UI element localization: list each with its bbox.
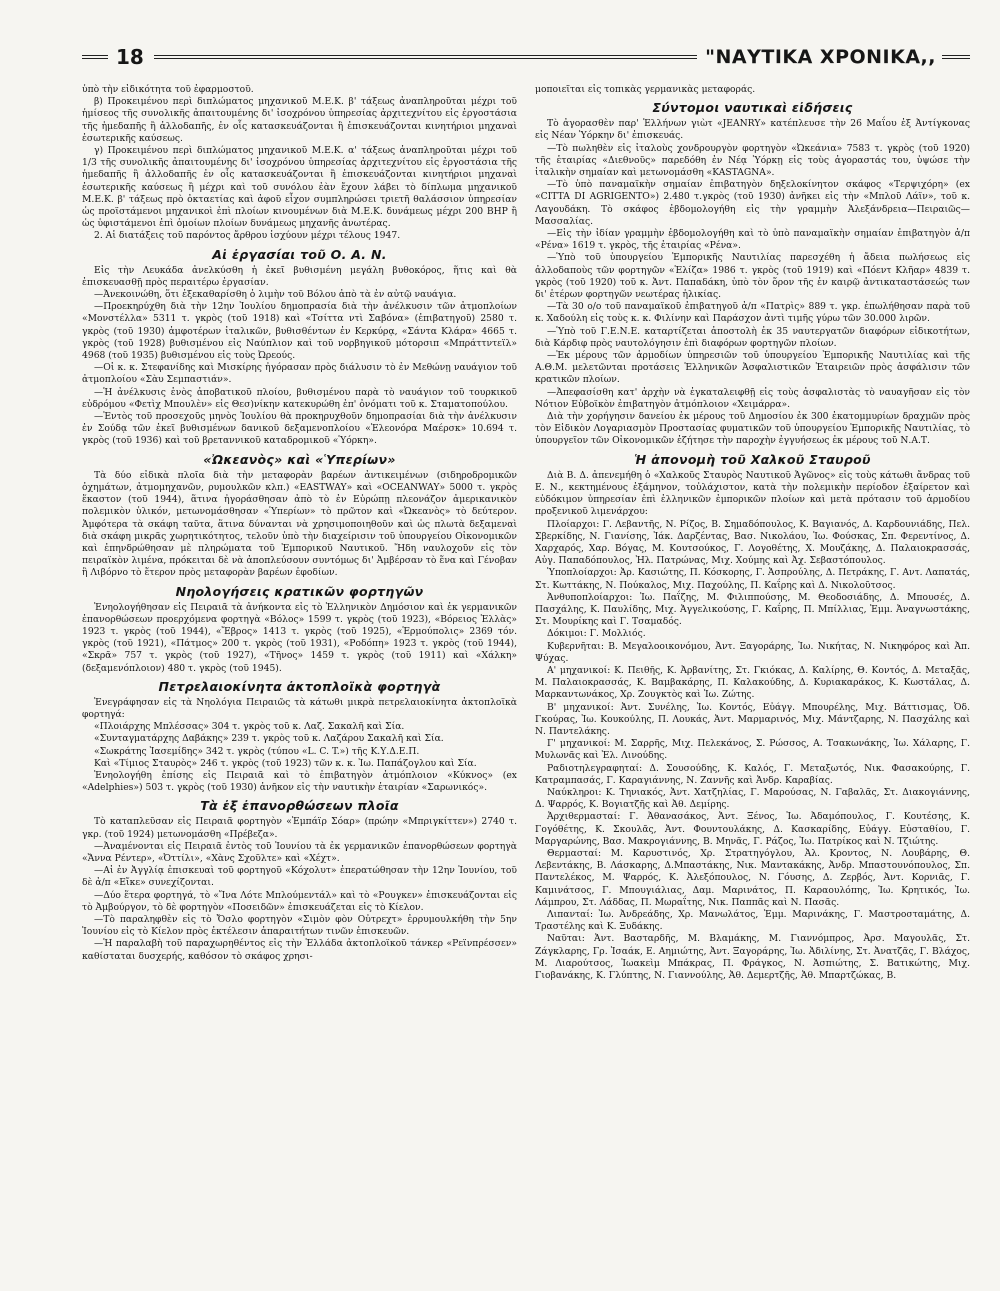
paragraph: —Ἡ παραλαβὴ τοῦ παραχωρηθέντος εἰς τὴν Ἑλλάδα ἀκτοπλοϊκοῦ τάνκερ «Ρεϊνπρέσσεν» καθίσταται δυσχερής, καθόσον τὸ σκάφος χρησι- [82, 938, 517, 962]
paragraph: «Πλοιάρχης Μπλέσσας» 304 τ. γκρὸς τοῦ κ. Λαζ. Σακαλῆ καὶ Σία. [94, 721, 405, 733]
header-rule-left [82, 55, 108, 59]
paragraph: —Δύο ἕτερα φορτηγά, τὸ «Ἴνα Λότε Μπλούμεντάλ» καὶ τὸ «Ρουγκεν» ἐπισκευάζονται εἰς τὸ Ἀμβούργον, τὸ δὲ φορτηγὸν «Ποσειδῶν» ἐπισκευάζεται εἰς τὸ Κίελον. [82, 889, 517, 913]
paragraph: Ραδιοτηλεγραφηταί: Δ. Σουσούδης, Κ. Καλός, Γ. Μεταξωτός, Νικ. Φασακούρης, Γ. Κατραμπασάς, Γ. Καραγιάννης, Ν. Ζαννῆς καὶ Ἀνδρ. Καραβίας. [535, 762, 970, 786]
section-heading: Πετρελαιοκίνητα ἀκτοπλοϊκὰ φορτηγὰ [158, 678, 441, 694]
page-number: 18 [116, 45, 144, 69]
paragraph: β) Προκειμένου περὶ διπλώματος μηχανικοῦ Μ.Ε.Κ. β' τάξεως ἀναπληροῦται μέχρι τοῦ ἡμίσεος τῆς συνολικῆς ἀπαιτουμένης δι' ἰσοχρόνου ὑπηρεσίας ἀρχιτεχνίτου εἰς ἐργοστάσια τῆς ἡμεδαπῆς ἢ ἀλλοδαπῆς, ἐν οἷς κατασκευάζονται ἢ ἐπισκευάζονται κινητήριοι μηχαναὶ ἐσωτερικῆς καύσεως. [82, 96, 517, 144]
paragraph: «Συνταγματάρχης Δαβάκης» 239 τ. γκρὸς τοῦ κ. Λαζάρου Σακαλῆ καὶ Σία. [94, 733, 444, 745]
section-heading: Νηολογήσεις κρατικῶν φορτηγῶν [175, 583, 424, 599]
paragraph: Λιπανταί: Ἰω. Ἀνδρεάδης, Χρ. Μανωλάτος, Ἐμμ. Μαρινάκης, Γ. Μαστροσταμάτης, Δ. Τραστέλης καὶ Κ. Ξυδάκης. [535, 909, 970, 933]
paragraph: Ἀνθυποπλοίαρχοι: Ἰω. Παΐζης, Μ. Φιλιππούσης, Μ. Θεοδοσιάδης, Δ. Μπουσές, Δ. Πασχάλης, Κ. Παυλίδης, Μιχ. Ἀγγελικούσης, Γ. Καΐρης, Π. Μπίλλιας, Ἐμμ. Ἀναγνωστάκης, Στ. Μουρίκης καὶ Γ. Τσαμαδός. [535, 591, 970, 628]
paragraph: Κυβερνῆται: Β. Μεγαλοοικονόμου, Ἀντ. Ξαγοράρης, Ἰω. Νικήτας, Ν. Νικηφόρος καὶ Ἀπ. Ψύχας. [535, 640, 970, 664]
paragraph: —Ἀπεφασίσθη κατ' ἀρχὴν νὰ ἐγκαταλειφθῇ εἰς τοὺς ἀσφαλιστὰς τὸ ναυαγῆσαν εἰς τὸν Νότιον Εὐβοϊκὸν ἐπιβατηγὸν ἀτμόπλοιον «Χειμάρρα». [535, 386, 970, 410]
paragraph: Θερμασταί: Μ. Καρυστινός, Χρ. Στρατηγόγλου, Ἀλ. Κροντος, Ν. Λουβάρης, Θ. Λεβεντάκης, Β. Λάσκαρης, Δ.Μπαστάκης, Νικ. Μαντακάκης, Ἀνδρ. Μπαστουνόπουλος, Σπ. Παντελέκος, Μ. Ψαρρός, Κ. Ἀλεξόπουλος, Ν. Γόυσης, Δ. Ζερβός, Ἀντ. Κορνιᾶς, Γ. Καμινάτσος, Γ. Μπουγιάλιας, Δαμ. Μαρινάτος, Π. Καραουλόπης, Ἰω. Κρητικός, Ἰω. Λάμπρου, Στ. Λάδδας, Π. Μωραΐτης, Νικ. Παππᾶς καὶ Ν. Πασᾶς. [535, 847, 970, 908]
paragraph: —Τὸ παραληφθὲν εἰς τὸ Ὄσλο φορτηγὸν «Σιμὸν φὸν Οὐτρεχτ» ἐρρυμουλκήθη τὴν 5ην Ἰουνίου εἰς τὸ Κίελον πρὸς ἐκτέλεσιν ἀπαραιτήτων τινῶν ἐπισκευῶν. [82, 913, 517, 938]
paragraph: —Τὰ 30 ο/ο τοῦ παναμαϊκοῦ ἐπιβατηγοῦ ἀ/π «Πατρὶς» 889 τ. γκρ. ἐπωλήθησαν παρὰ τοῦ κ. Χαδούλη εἰς τοὺς κ. κ. Φιλίνην καὶ Παράσχον ἀντὶ τιμῆς γύρω τῶν 30.000 λιρῶν. [535, 301, 970, 325]
journal-name: "ΝΑΥΤΙΚΑ ΧΡΟΝΙΚΑ,, [705, 46, 936, 68]
right-column [535, 84, 970, 1272]
paragraph: —Οἱ κ. κ. Στεφανίδης καὶ Μισκίρης ἠγόρασαν πρὸς διάλυσιν τὸ ἐν Μεθώνῃ ναυάγιον τοῦ ἀτμοπλοίου «Σὰυ Σεμπαστιάν». [82, 362, 517, 386]
paragraph: Β' μηχανικοί: Ἀντ. Συνέλης, Ἰω. Κοντός, Εὐάγγ. Μπουρέλης, Μιχ. Βάττισμας, Ὀδ. Γκούρας, Ἰω. Κουκούλης, Π. Λουκάς, Ἀντ. Μαρμαρινός, Μιχ. Μάντζαρης, Ν. Πασχάλης καὶ Ν. Παντελάκης. [535, 701, 970, 737]
paragraph: Ναῦται: Ἀντ. Βασταρδῆς, Μ. Βλαμάκης, Μ. Γιαννόμπρος, Ἀρσ. Μαγουλᾶς, Στ. Ζάγκλαρης, Γρ. Ἰσαάκ, Ε. Αημιώτης, Ἀντ. Ξαγοράρης, Ἰω. Ἀδιλίνης, Στ. Ἀνατζᾶς, Γ. Βλάχος, Μ. Λιαρούτσος, Ἰωακεὶμ Μπάκρας, Π. Φράγκος, Ν. Ἀσπιώτης, Σ. Βατικώτης, Μιχ. Γιοβανάκης, Κ. Γλύπτης, Ν. Γιαννούλης, Ἀθ. Δεμερτζῆς, Ἀθ. Μπαρτζώκας, Β. [535, 933, 970, 982]
paragraph: Καὶ «Τίμιος Σταυρὸς» 246 τ. γκρὸς (τοῦ 1923) τῶν κ. κ. Ἰω. Παπάζογλου καὶ Σία. [94, 757, 477, 769]
paragraph: Δόκιμοι: Γ. Μολλιός. [547, 628, 646, 640]
section-heading: Ἡ ἀπονομὴ τοῦ Χαλκοῦ Σταυροῦ [634, 451, 871, 467]
paragraph: Ἐνεγράφησαν εἰς τὰ Νηολόγια Πειραιῶς τὰ κάτωθι μικρὰ πετρελαιοκίνητα ἀκτοπλοϊκὰ φορτηγά: [82, 696, 517, 720]
paragraph: 2. Αἱ διατάξεις τοῦ παρόντος ἄρθρου ἰσχύουν μέχρι τέλους 1947. [94, 230, 401, 242]
paragraph: Ἀρχιθερμασταί: Γ. Ἀθανασάκος, Ἀντ. Ξένος, Ἰω. Ἀδαμόπουλος, Γ. Κουτέσης, Κ. Γογόθέτης, Κ. Σκουλᾶς, Ἀντ. Φουντουλάκης, Δ. Κασκαρίδης, Εὐάγγ. Εὐσταθίου, Γ. Μαργαρώνης, Βασ. Μακρογιάννης, Β. Μηνᾶς, Γ. Ράζος, Ἰω. Πατρίκος καὶ Ν. Τζιώτης. [535, 811, 970, 847]
paragraph: —Ἡ ἀνέλκυσις ἑνὸς ἀποβατικοῦ πλοίου, βυθισμένου παρὰ τὸ ναυάγιον τοῦ τουρκικοῦ εὐδρόμου «Φετὶχ Μπουλὲν» εἰς Θεσ)νίκην κατεκυρώθη ἐπ' ὀνόματι τοῦ κ. Σταματοπούλου. [82, 386, 517, 410]
running-header [82, 44, 970, 70]
paragraph: —Ὑπὸ τοῦ ὑπουργείου Ἐμπορικῆς Ναυτιλίας παρεσχέθη ἡ ἄδεια πωλήσεως εἰς ἀλλοδαποὺς τῶν φορτηγῶν «Ἑλίζα» 1986 τ. γκρὸς (τοῦ 1919) καὶ «Πόεντ Κλῆαρ» 4839 τ. γκρὸς (τοῦ 1920) τοῦ κ. Ἀντ. Παπαδάκη, ὑπὸ τὸν ὅρον τῆς ἐν καιρῷ ἀντικαταστάσεώς των δι' ἑτέρων φορτηγῶν νεωτέρας ἡλικίας. [535, 252, 970, 301]
paragraph: —Προεκηρύχθη διὰ τὴν 12ην Ἰουλίου δημοπρασία διὰ τὴν ἀνέλκυσιν τῶν ἀτμοπλοίων «Μονστέλλα» 5311 τ. γκρὸς (τοῦ 1918) καὶ «Τσίττα ντὶ Σαβόνα» (ἐπιβατηγοῦ) 2580 τ. γκρὸς (τοῦ 1930) ἀμφοτέρων ἰταλικῶν, βυθισθέντων ἐν Κερκύρᾳ, «Σάντα Κλάρα» 4665 τ. γκρὸς (τοῦ 1928) βυθισμένου εἰς Ναύπλιον καὶ τοῦ νορβηγικοῦ μότορσιπ «Μπράττντεϊλ» 4968 (τοῦ 1935) βυθισμένου εἰς τοὺς Ὠρεούς. [82, 301, 517, 362]
paragraph: Διὰ Β. Δ. ἀπενεμήθη ὁ «Χαλκοῦς Σταυρὸς Ναυτικοῦ Ἀγῶνος» εἰς τοὺς κάτωθι ἄνδρας τοῦ Ε. Ν., κεκτημένους ἑξάμηνον, τοὐλάχιστον, κατὰ τὴν πολεμικὴν περίοδον ἐξαίρετον καὶ εὐδόκιμον ὑπηρεσίαν ἐπὶ ἑλληνικῶν ἐμπορικῶν πλοίων καὶ μετὰ πρότασιν τοῦ ἁρμοδίου προξενικοῦ λιμενάρχου: [535, 469, 970, 518]
left-column [82, 84, 517, 1272]
paragraph: —Ἐντὸς τοῦ προσεχοῦς μηνὸς Ἰουλίου θὰ προκηρυχθοῦν δημοπρασίαι διὰ τὴν ἀνέλκυσιν ἐν Σούδᾳ τῶν ἐκεῖ βυθισμένων δανικοῦ δεξαμενοπλοίου «Ἐλεονόρα Μαέρσκ» 10.694 τ. γκρὸς (τοῦ 1936) καὶ τοῦ βρεταννικοῦ καταδρομικοῦ «Ὑόρκη». [82, 411, 517, 447]
paragraph: Τὸ καταπλεῦσαν εἰς Πειραιᾶ φορτηγὸν «Ἐμπάϊρ Σόαρ» (πρώην «Μπριγκίττεν») 2740 τ. γκρ. (τοῦ 1924) μετωνομάσθη «Πρέβεζα». [82, 816, 517, 840]
paragraph: Ἐνηολογήθη ἐπίσης εἰς Πειραιᾶ καὶ τὸ ἐπιβατηγὸν ἀτμόπλοιον «Κύκνος» (ex «Adelphies») 503 τ. γκρὸς (τοῦ 1930) ἀνῆκον εἰς τὴν ναυτικὴν ἑταιρίαν «Σαρωνικός». [82, 769, 517, 794]
section-heading: Σύντομοι ναυτικαὶ εἰδήσεις [652, 100, 853, 116]
paragraph: μοποιεῖται εἰς τοπικὰς γερμανικὰς μεταφοράς. [535, 84, 756, 95]
paragraph: —Αἱ ἐν Ἀγγλίᾳ ἐπισκευαὶ τοῦ φορτηγοῦ «Κόχολυτ» ἐπερατώθησαν τὴν 12ην Ἰουνίου, τοῦ δὲ ἀ/π «Εἴκε» συνεχίζονται. [82, 865, 517, 889]
paragraph: —Ἐκ μέρους τῶν ἁρμοδίων ὑπηρεσιῶν τοῦ ὑπουργείου Ἐμπορικῆς Ναυτιλίας καὶ τῆς Α.Θ.Μ. μελετῶνται προτάσεις Ἑλληνικῶν Ἀσφαλιστικῶν Ἑταιρειῶν πρὸς ἀσφάλισιν τῶν κρατικῶν πλοίων. [535, 350, 970, 386]
paragraph: Ἐνηολογήθησαν εἰς Πειραιᾶ τὰ ἀνήκοντα εἰς τὸ Ἑλληνικὸν Δημόσιον καὶ ἐκ γερμανικῶν ἐπανορθώσεων προερχόμενα φορτηγὰ «Βόλος» 1599 τ. γκρὸς (τοῦ 1923), «Βόρειος Ἑλλὰς» 1923 τ. γκρὸς (τοῦ 1944), «Ἔβρος» 1413 τ. γκρὸς (τοῦ 1925), «Ἑρμούπολις» 2369 τόν. γκρὸς (τοῦ 1921), «Πάτμος» 200 τ. γκρὸς (τοῦ 1931), «Ροδόπη» 1923 τ. γκρὸς (τοῦ 1944), «Σκρᾶ» 757 τ. γκρὸς (τοῦ 1927), «Τῆνος» 1459 τ. γκρὸς (τοῦ 1911) καὶ «Χάλκη» (δεξαμενόπλοιον) 480 τ. γκρὸς (τοῦ 1945). [82, 601, 517, 674]
paragraph: Τὸ ἀγορασθὲν παρ' Ἑλλήνων γιὼτ «JEANRY» κατέπλευσε τὴν 26 Μαΐου ἐξ Ἀντίγκονας εἰς Νέαν Ὑόρκην δι' ἐπισκευάς. [535, 118, 970, 142]
paragraph: Ναύκληροι: Κ. Τηνιακός, Ἀντ. Χατζηλίας, Γ. Μαρούσας, Ν. Γαβαλᾶς, Στ. Διακογιάννης, Δ. Ψαρρός, Κ. Βογιατζῆς καὶ Ἀθ. Δεμίρης. [535, 786, 970, 811]
section-heading: «Ὠκεανὸς» καὶ «Ὑπερίων» [203, 451, 396, 467]
paragraph: —Τὸ πωληθὲν εἰς ἰταλοὺς χονδρουργὸν φορτηγὸν «Ὠκεάνια» 7583 τ. γκρὸς (τοῦ 1920) τῆς ἑταιρίας «Διεθνοῦς» παρεδόθη ἐν Νέᾳ Ὑόρκῃ εἰς τοὺς ἀγοραστάς του, ὑψώσε τὴν ἰταλικὴν σημαίαν καὶ μετωνομάσθη «KASTAGNA». [535, 142, 970, 179]
paragraph: —Ἀναμένονται εἰς Πειραιᾶ ἐντὸς τοῦ Ἰουνίου τὰ ἐκ γερμανικῶν ἐπανορθώσεων φορτηγὰ «Ἄννα Ρέντερ», «Ὀττίλι», «Χὰνς Σχοῦλτε» καὶ «Χέχτ». [82, 840, 517, 864]
header-rule-right [942, 55, 970, 59]
section-heading: Αἱ ἐργασίαι τοῦ Ο. Α. Ν. [212, 246, 387, 262]
paragraph: «Σωκράτης Ἰασεμίδης» 342 τ. γκρὸς (τύπου «L. C. T.») τῆς Κ.Υ.Δ.Ε.Π. [94, 745, 420, 757]
paragraph: Ὑποπλοίαρχοι: Ἀρ. Κασιώτης, Π. Κόσκορης, Γ. Ἀσπρούλης, Δ. Πετράκης, Γ. Αντ. Λαπατάς, Στ. Κωττάκης, Ν. Πούκαλος, Μιχ. Παχούλης, Π. Καΐρης καὶ Δ. Νικολοῦτσος. [535, 567, 970, 591]
paragraph: —Ὑπὸ τοῦ Γ.Ε.Ν.Ε. καταρτίζεται ἀποστολὴ ἐκ 35 ναυτεργατῶν διαφόρων εἰδικοτήτων, διὰ Κάρδιφ πρὸς ναυτολόγησιν ἐπὶ διαφόρων φορτηγῶν πλοίων. [535, 325, 970, 349]
paragraph: Διὰ τὴν χορήγησιν δανείου ἐκ μέρους τοῦ Δημοσίου ἐκ 300 ἑκατομμυρίων δραχμῶν πρὸς τὸν Εἰδικὸν Λογαριασμὸν Προστασίας φυματικῶν τοῦ ὑπουργείου Ἐμπορικῆς Ναυτιλίας, τὸ ὑπουργεῖον τῶν Οἰκονομικῶν ἐζήτησε τὴν παροχὴν ἐγγυήσεως ἐκ μέρους τοῦ Ν.Α.Τ. [535, 411, 970, 447]
paragraph: Α' μηχανικοί: Κ. Πειθῆς, Κ. Ἀρβανίτης, Στ. Γκιόκας, Δ. Καλίρης, Θ. Κοντός, Δ. Μεταξᾶς, Μ. Παλαιοκρασσάς, Κ. Βαμβακάρης, Π. Καλακούδης, Δ. Κυριακαράκος, Κ. Κωστάλας, Δ. Μαρκαντωνάκος, Χρ. Ζουγκτὸς καὶ Ἰω. Ζώτης. [535, 664, 970, 701]
paragraph: ὑπὸ τὴν εἰδικότητα τοῦ ἐφαρμοστοῦ. [82, 84, 254, 95]
paragraph: —Τὸ ὑπὸ παναμαϊκὴν σημαίαν ἐπιβατηγὸν δηξελοκίνητον σκάφος «Τερψιχόρη» (ex «CITTA DI AGRIGENTO») 2.480 τ.γκρὸς (τοῦ 1930) ἀνῆκει εἰς τὴν «Μπλοῦ Λάϊν», τοῦ κ. Λαγουδάκη. Τὸ σκάφος ἐβδομολογήθη εἰς τὴν γραμμὴν Ἀλεξάνδρεια—Πειραιῶς—Μασσαλίας. [535, 179, 970, 227]
text-columns [82, 84, 970, 1272]
paragraph: Τὰ δύο εἰδικὰ πλοῖα διὰ τὴν μεταφορὰν βαρέων ἀντικειμένων (σιδηροδρομικῶν ὀχημάτων, ἀτμομηχανῶν, ρυμουλκῶν κλπ.) «EASTWAY» καὶ «OCEANWAY» 5000 τ. γκρὸς ἕκαστον (τοῦ 1944), ἅτινα ἠγοράσθησαν ἀπὸ τὸ ἐν Εὐρώπῃ πλεονάζον ἀμερικανικὸν πολεμικὸν ὑλικόν, μετωνομάσθησαν «Ὑπερίων» τὸ πρῶτον καὶ «Ὠκεανὸς» τὸ δεύτερον. Ἀμφότερα τὰ σκάφη ταῦτα, ἅτινα δύνανται νὰ χρησιμοποιηθοῦν καὶ ὡς πλωτὰ δεξαμεναὶ διὰ σκάφη μικρᾶς χωρητικότητος, τελοῦν ὑπὸ τὴν διαχείρισιν τοῦ ὑπουργείου Οἰκονομικῶν καὶ ἐπηνδρώθησαν μὲ πληρώματα τοῦ Ἐμπορικοῦ Ναυτικοῦ. Ἤδη ναυλοχοῦν εἰς τὸν πειραϊκὸν λιμένα, πρόκειται δὲ νὰ ἀποπλεύσουν συντόμως δι' Ἀμβέρσαν τὸ ἕνα καὶ Γένοβαν ἢ Λιβόρνο τὸ ἕτερον πρὸς μεταφορὰν βαρέων ἐφοδίων. [82, 469, 517, 579]
paragraph: —Εἰς τὴν ἰδίαν γραμμὴν ἐβδομολογήθη καὶ τὸ ὑπὸ παναμαϊκὴν σημαίαν ἐπιβατηγὸν ἀ/π «Ρένα» 1619 τ. γκρὸς, τῆς ἑταιρίας «Ρένα». [535, 228, 970, 252]
paragraph: Εἰς τὴν Λευκάδα ἀνελκύσθη ἡ ἐκεῖ βυθισμένη μεγάλη βυθοκόρος, ἥτις καὶ θὰ ἐπισκευασθῇ πρὸς περαιτέρω ἐργασίαν. [82, 264, 517, 288]
paragraph: —Ἀνεκοινώθη, ὅτι ἐξεκαθαρίσθη ὁ λιμὴν τοῦ Βόλου ἀπὸ τὰ ἐν αὐτῷ ναυάγια. [94, 289, 457, 301]
paragraph: Γ' μηχανικοί: Μ. Σαρρῆς, Μιχ. Πελεκάνος, Σ. Ρώσσος, Α. Τσακωνάκης, Ἰω. Χάλαρης, Γ. Μυλωνᾶς καὶ Ἐλ. Λινούδης. [535, 738, 970, 762]
paragraph: γ) Προκειμένου περὶ διπλώματος μηχανικοῦ Μ.Ε.Κ. α' τάξεως ἀναπληροῦται μέχρι τοῦ 1/3 τῆς συνολικῆς ἀπαιτουμένης δι' ἰσοχρόνου ὑπηρεσίας ἀρχιτεχνίτου εἰς ἐργοστάσια τῆς ἡμεδαπῆς ἢ ἀλλοδαπῆς ἐν οἷς κατασκευάζονται ἢ ἐπισκευάζονται κινητήριοι μηχαναὶ ἐσωτερικῆς καύσεως ἢ μέχρι καὶ τοῦ συνόλου ἐὰν ἔχουν λάβει τὸ δίπλωμα μηχανικοῦ Μ.Ε.Κ. β' τάξεως πρὸ ὀκταετίας καὶ ἀφοῦ εἶχον συμπληρώσει τριετῆ θαλάσσιον ὑπηρεσίαν ὡς προϊστάμενοι μηχανικοὶ ἐπὶ πλοίων κινουμένων διὰ Μ.Ε.Κ. δυνάμεως μέχρι 200 BHP ἢ ὡς ὑφιστάμενοι ἐπὶ ὁμοίων πλοίων δυνάμεως μηχανῆς ἀνωτέρας. [82, 145, 517, 230]
header-rule-middle [154, 55, 697, 59]
section-heading: Τὰ ἐξ ἐπανορθώσεων πλοῖα [200, 798, 399, 814]
paragraph: Πλοίαρχοι: Γ. Λεβαντῆς, Ν. Ρίζος, Β. Σημαδόπουλος, Κ. Βαγιανός, Δ. Καρδουνιάδης, Πελ. Σβερκίδης, Ν. Γιανίσης, Ἰάκ. Δαρζέντας, Βασ. Νικολάου, Ἰω. Φούσκας, Σπ. Φερεντίνος, Δ. Χαρχαρός, Χαρ. Βόγας, Μ. Κουτσούκος, Γ. Λογοθέτης, Χ. Μουζάκης, Δ. Παλαιοκρασσάς, Αὐγ. Παπαδόπουλος, Ἠλ. Πατρώνας, Μιχ. Χούμης καὶ Ἀχ. Σεβαστόπουλος. [535, 518, 970, 567]
